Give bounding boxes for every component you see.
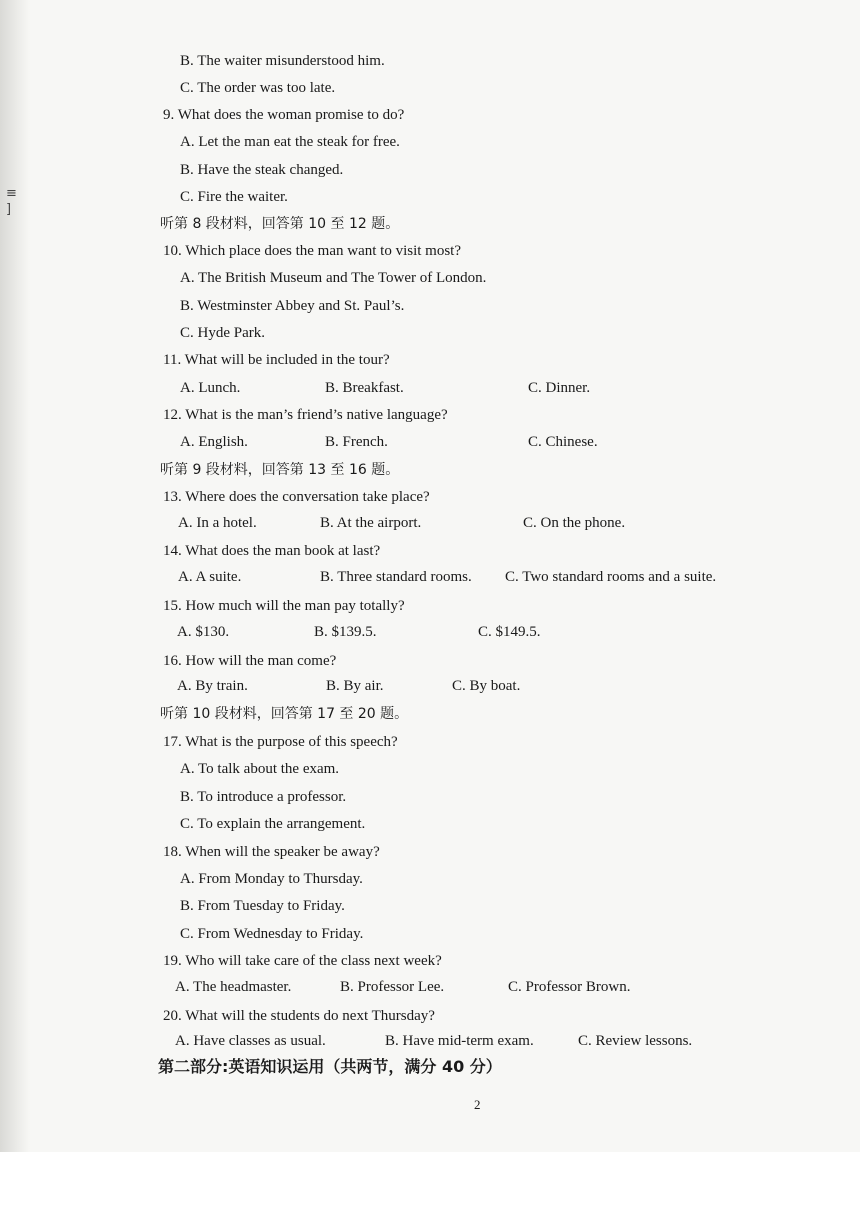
option-q10-a: A. The British Museum and The Tower of London. (180, 270, 487, 286)
q13-option-c: C. On the phone. (523, 515, 626, 531)
option-q17-b: B. To introduce a professor. (180, 789, 347, 805)
option-q8-c: C. The order was too late. (180, 80, 336, 96)
option-q17-c: C. To explain the arrangement. (180, 816, 366, 832)
question-18: 18. When will the speaker be away? (163, 844, 380, 860)
option-q18-c: C. From Wednesday to Friday. (180, 926, 364, 942)
option-q18-a: A. From Monday to Thursday. (180, 871, 363, 887)
q20-option-c: C. Review lessons. (578, 1033, 693, 1049)
q12-option-c: C. Chinese. (528, 434, 598, 450)
question-11: 11. What will be included in the tour? (163, 352, 390, 368)
q16-option-a: A. By train. (177, 678, 248, 694)
option-q10-b: B. Westminster Abbey and St. Paul’s. (180, 298, 405, 314)
question-19: 19. Who will take care of the class next week? (163, 953, 442, 969)
section-heading-10: 听第 10 段材料，回答第 17 至 20 题。 (160, 706, 409, 722)
option-q9-a: A. Let the man eat the steak for free. (180, 134, 400, 150)
q16-option-c: C. By boat. (452, 678, 521, 694)
option-q8-b: B. The waiter misunderstood him. (180, 53, 385, 69)
question-20: 20. What will the students do next Thursday? (163, 1008, 435, 1024)
q11-option-b: B. Breakfast. (325, 380, 404, 396)
option-q18-b: B. From Tuesday to Friday. (180, 898, 345, 914)
option-q10-c: C. Hyde Park. (180, 325, 265, 341)
q12-option-a: A. English. (180, 434, 248, 450)
q16-option-b: B. By air. (326, 678, 384, 694)
option-q17-a: A. To talk about the exam. (180, 761, 340, 777)
q19-option-c: C. Professor Brown. (508, 979, 631, 995)
q11-option-c: C. Dinner. (528, 380, 591, 396)
question-9: 9. What does the woman promise to do? (163, 107, 405, 123)
question-10: 10. Which place does the man want to visit most? (163, 243, 461, 259)
question-16: 16. How will the man come? (163, 653, 337, 669)
q20-option-b: B. Have mid-term exam. (385, 1033, 534, 1049)
q13-option-a: A. In a hotel. (178, 515, 257, 531)
q15-option-c: C. $149.5. (478, 624, 541, 640)
section-heading-9: 听第 9 段材料，回答第 13 至 16 题。 (160, 462, 400, 478)
q11-option-a: A. Lunch. (180, 380, 241, 396)
question-17: 17. What is the purpose of this speech? (163, 734, 398, 750)
question-13: 13. Where does the conversation take place? (163, 489, 430, 505)
q14-option-c: C. Two standard rooms and a suite. (505, 569, 717, 585)
part-two-title: 第二部分:英语知识运用（共两节，满分 40 分） (158, 1057, 502, 1076)
q13-option-b: B. At the airport. (320, 515, 422, 531)
page-number: 2 (474, 1097, 481, 1112)
scan-margin-marks: ≡ ] (6, 186, 17, 217)
question-12: 12. What is the man’s friend’s native language? (163, 407, 448, 423)
q15-option-b: B. $139.5. (314, 624, 377, 640)
q14-option-a: A. A suite. (178, 569, 242, 585)
option-q9-c: C. Fire the waiter. (180, 189, 288, 205)
scan-shadow-edge (0, 0, 30, 1152)
q20-option-a: A. Have classes as usual. (175, 1033, 326, 1049)
q14-option-b: B. Three standard rooms. (320, 569, 472, 585)
question-14: 14. What does the man book at last? (163, 543, 381, 559)
section-heading-8: 听第 8 段材料，回答第 10 至 12 题。 (160, 216, 400, 232)
q19-option-a: A. The headmaster. (175, 979, 292, 995)
question-15: 15. How much will the man pay totally? (163, 598, 405, 614)
option-q9-b: B. Have the steak changed. (180, 162, 344, 178)
q19-option-b: B. Professor Lee. (340, 979, 445, 995)
q15-option-a: A. $130. (177, 624, 230, 640)
q12-option-b: B. French. (325, 434, 388, 450)
